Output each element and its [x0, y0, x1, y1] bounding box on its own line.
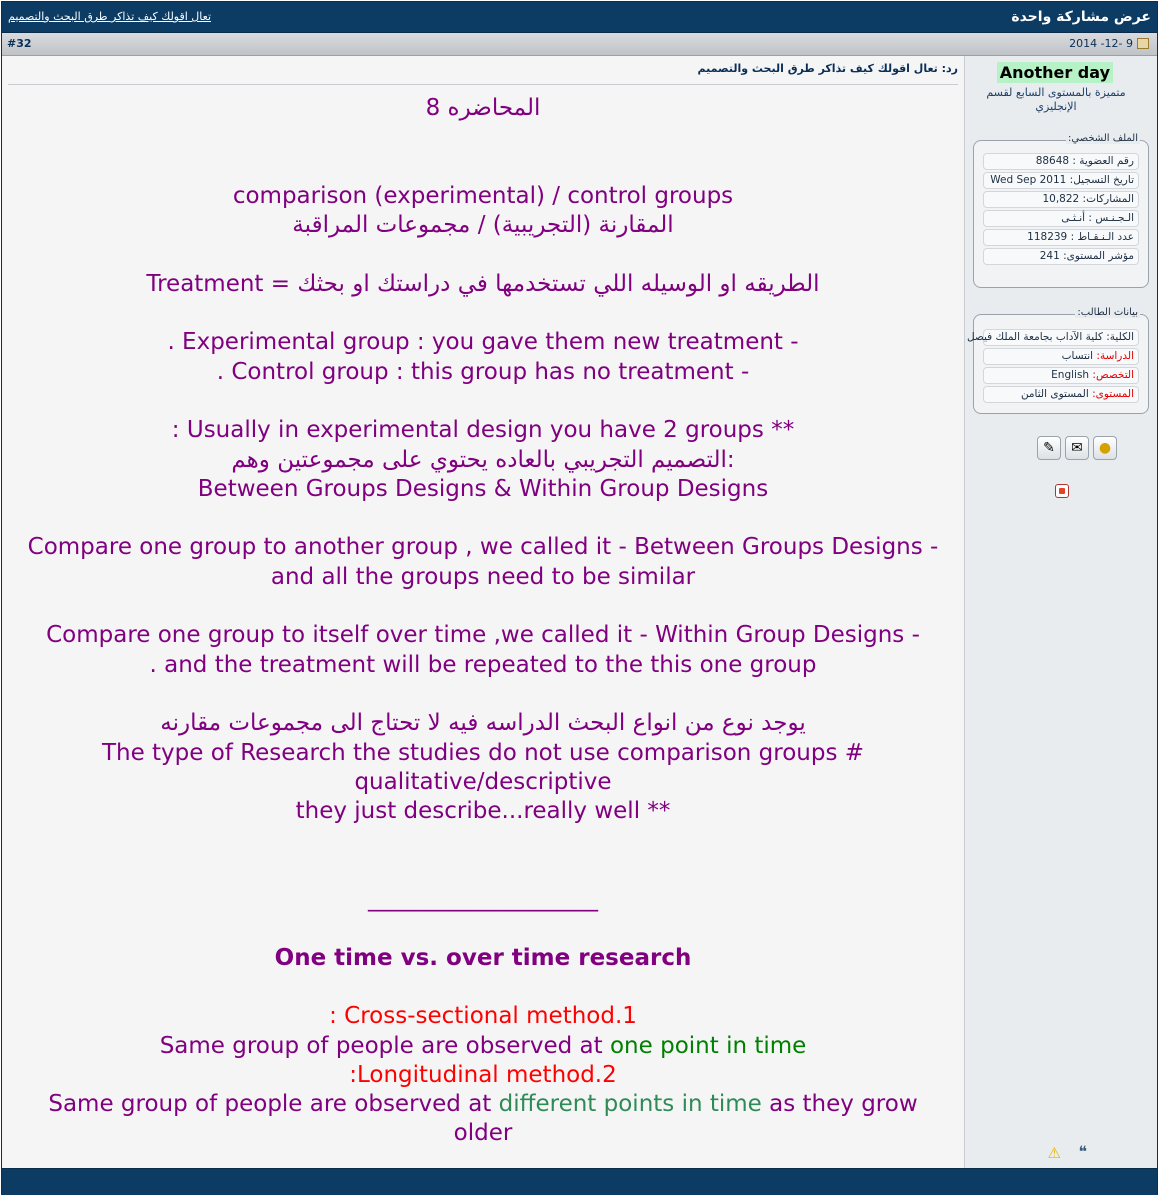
- post-content: [8, 56, 958, 1168]
- edit-note-icon[interactable]: ✎: [1037, 436, 1061, 460]
- two-groups-line-ar: التصميم التجريبي بالعاده يحتوي على مجموعتين وهم:: [231, 446, 735, 473]
- post-date: [1069, 37, 1149, 50]
- blank-line: [8, 240, 958, 269]
- no-comparison-line: The type of Research the studies do not use comparison groups #: [101, 739, 865, 766]
- gold-medal-icon[interactable]: ●: [1093, 436, 1117, 460]
- longitudinal-heading: :Longitudinal method.2: [349, 1061, 617, 1088]
- envelope-icon[interactable]: ✉: [1065, 436, 1089, 460]
- two-groups-line: : Usually in experimental design you have 2 groups **: [171, 417, 795, 444]
- within-group-line-2: . and the treatment will be repeated to the this one group: [149, 651, 817, 678]
- student-legend: بيانات الطالب:: [1077, 307, 1138, 318]
- level-value: المستوى الثامن: [1020, 388, 1093, 400]
- post-title: رد: تعال اقولك كيف تذاكر طرق البحث والتصميم: [697, 62, 958, 75]
- between-groups-line-2: and all the groups need to be similar: [270, 563, 696, 590]
- between-groups-line: Compare one group to another group , we called it - Between Groups Designs -: [27, 534, 939, 561]
- post-body: [8, 94, 958, 1149]
- underscore-divider: ____________________: [368, 886, 598, 913]
- comparison-heading: comparison (experimental) / control groups: [232, 182, 734, 209]
- post-divider: [8, 84, 958, 85]
- student-row-college: [966, 329, 1139, 346]
- blank-line: [8, 123, 958, 152]
- longitudinal-desc: [8, 1090, 958, 1119]
- longitudinal-desc-c: as they grow: [761, 1091, 918, 1118]
- within-group-line: Compare one group to itself over time ,we called it - Within Group Designs -: [46, 622, 920, 649]
- blank-line: [8, 914, 958, 943]
- profile-row-posts: المشاركات: 10,822: [983, 191, 1139, 208]
- post-date-bar: [2, 33, 1157, 56]
- profile-row-points: عدد الـنـقـاط : 118239: [983, 229, 1139, 246]
- study-label: الدراسة:: [1096, 350, 1134, 362]
- thread-link[interactable]: تعال اقولك كيف تذاكر طرق البحث والتصميم: [8, 10, 212, 23]
- longitudinal-desc-a: Same group of people are observed at: [48, 1091, 499, 1118]
- research-type-heading: One time vs. over time research: [274, 944, 692, 971]
- no-comparison-line-ar: يوجد نوع من انواع البحث الدراسه فيه لا تحتاج الى مجموعات مقارنه: [160, 710, 806, 737]
- control-group-line: . Control group : this group has no treatment -: [216, 358, 750, 385]
- footer-bar: [2, 1168, 1157, 1195]
- calendar-icon: [1137, 38, 1149, 49]
- profile-row-join-date: تاريخ التسجيل: Wed Sep 2011: [983, 172, 1139, 189]
- student-row-major: [983, 367, 1139, 384]
- lecture-number: المحاضره 8: [425, 95, 541, 121]
- username[interactable]: Another day: [997, 62, 1113, 83]
- blank-line: [8, 826, 958, 855]
- page-title: عرض مشاركة واحدة: [1011, 9, 1151, 25]
- blank-line: [8, 680, 958, 709]
- blank-line: [8, 387, 958, 416]
- post-number[interactable]: [7, 37, 32, 50]
- level-label: المستوى:: [1092, 388, 1134, 400]
- profile-fieldset: [973, 133, 1149, 288]
- blank-line: [8, 504, 958, 533]
- header-bar: [2, 2, 1157, 33]
- treatment-definition: Treatment = الطريقه او الوسيله اللي تستخدمها في دراستك او بحثك: [146, 270, 820, 297]
- different-points-in-time: different points in time: [498, 1091, 762, 1118]
- cross-sectional-desc: [8, 1032, 958, 1061]
- warning-icon[interactable]: ⚠: [1047, 1144, 1061, 1162]
- blank-line: [8, 299, 958, 328]
- blank-line: [8, 973, 958, 1002]
- student-fieldset: [966, 307, 1149, 414]
- report-icon[interactable]: [1055, 484, 1069, 498]
- cross-sectional-heading: : Cross-sectional method.1: [329, 1003, 637, 1030]
- user-title: متميزة بالمستوى السابع لقسم الإنجليزي: [986, 86, 1126, 113]
- student-row-level: [983, 386, 1139, 403]
- major-label: التخصص:: [1092, 369, 1134, 381]
- describe-line: they just describe...really well **: [295, 798, 671, 825]
- post-window: [1, 1, 1158, 1195]
- major-value: English: [1051, 369, 1093, 381]
- student-row-study: [983, 348, 1139, 365]
- award-icons: [1037, 436, 1117, 460]
- college-label: الكلية:: [1106, 331, 1134, 343]
- profile-row-member-id: رقم العضوية : 88648: [983, 153, 1139, 170]
- one-point-in-time: one point in time: [609, 1032, 807, 1059]
- blank-line: [8, 153, 958, 182]
- qualitative-line: qualitative/descriptive: [354, 768, 612, 795]
- quote-icon[interactable]: ❝: [1078, 1142, 1087, 1161]
- experimental-group-line: . Experimental group : you gave them new treatment -: [167, 329, 799, 356]
- designs-line: Between Groups Designs & Within Group Designs: [197, 475, 769, 502]
- blank-line: [8, 856, 958, 885]
- post-date-text: 2014 -12- 9: [1069, 37, 1133, 50]
- profile-row-gender: الـجـنـس : أنـثـى: [983, 210, 1139, 227]
- post-number-text[interactable]: #32: [7, 37, 32, 50]
- blank-line: [8, 592, 958, 621]
- cross-sectional-desc-a: Same group of people are observed at: [159, 1032, 610, 1059]
- longitudinal-desc-end: older: [453, 1120, 513, 1147]
- profile-row-level: مؤشر المستوى: 241: [983, 248, 1139, 265]
- study-value: انتساب: [1061, 350, 1097, 362]
- user-sidebar: [964, 56, 1157, 1168]
- comparison-heading-ar: المقارنة (التجريبية) / مجموعات المراقبة: [292, 212, 674, 239]
- profile-legend: الملف الشخصي:: [1067, 133, 1138, 144]
- college-value: كلية الآداب بجامعة الملك فيصل: [966, 331, 1107, 343]
